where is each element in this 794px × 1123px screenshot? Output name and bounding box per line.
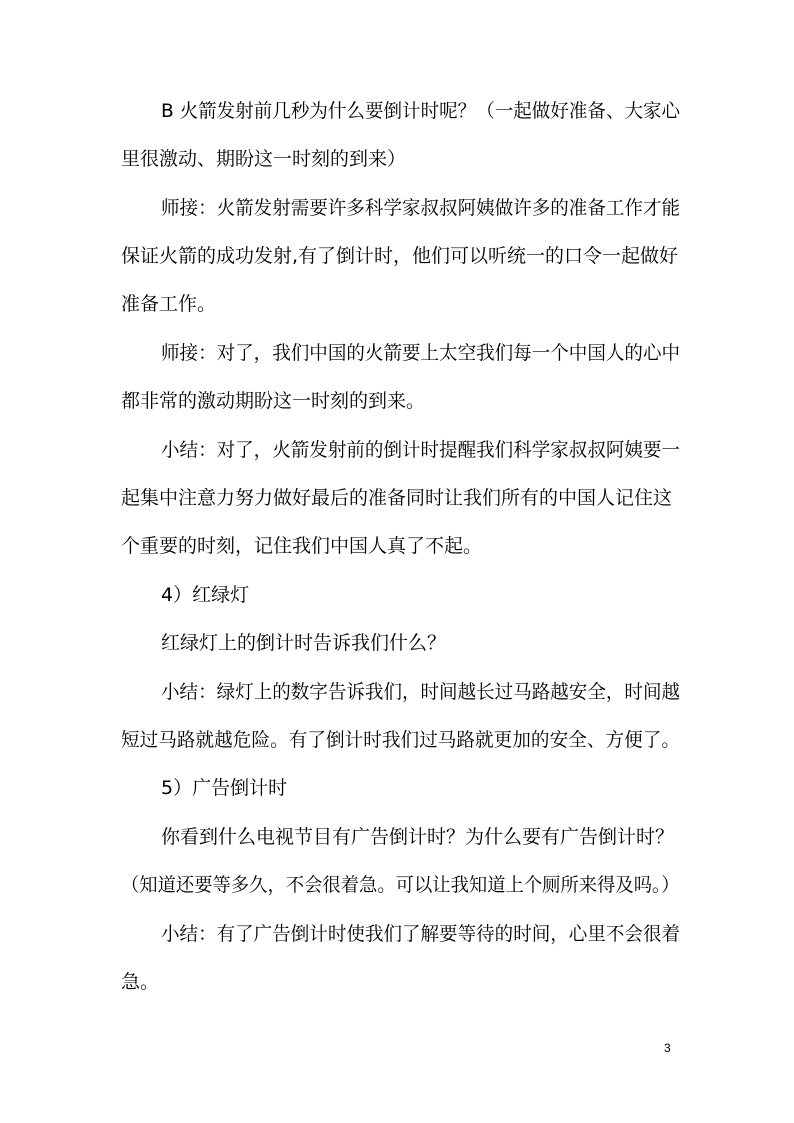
paragraph-line: B 火箭发射前几秒为什么要倒计时呢？（一起做好准备、大家心	[161, 100, 681, 122]
paragraph-line: 急。	[121, 971, 160, 993]
paragraph-line: 师接：对了，我们中国的火箭要上太空我们每一个中国人的心中	[161, 342, 681, 364]
paragraph-line: 小结：绿灯上的数字告诉我们，时间越长过马路越安全，时间越	[161, 681, 681, 703]
section-heading: 5）广告倒计时	[161, 777, 288, 799]
paragraph-line: 准备工作。	[121, 293, 217, 315]
paragraph-line: 短过马路就越危险。有了倒计时我们过马路就更加的安全、方便了。	[121, 729, 681, 751]
section-heading: 4）红绿灯	[161, 584, 250, 606]
paragraph-line: 小结：有了广告倒计时使我们了解要等待的时间，心里不会很着	[161, 923, 681, 945]
page-number: 3	[664, 1041, 671, 1055]
paragraph-line: 师接：火箭发射需要许多科学家叔叔阿姨做许多的准备工作才能	[161, 197, 681, 219]
paragraph-line: 小结：对了，火箭发射前的倒计时提醒我们科学家叔叔阿姨要一	[161, 439, 681, 461]
paragraph-line: 里很激动、期盼这一时刻的到来）	[121, 148, 407, 170]
paragraph-line: 红绿灯上的倒计时告诉我们什么？	[161, 632, 447, 654]
paragraph-line: （知道还要等多久，不会很着急。可以让我知道上个厕所来得及吗。）	[121, 874, 680, 896]
paragraph-line: 保证火箭的成功发射,有了倒计时，他们可以听统一的口令一起做好	[121, 245, 679, 267]
paragraph-line: 个重要的时刻，记住我们中国人真了不起。	[121, 535, 483, 557]
paragraph-line: 都非常的激动期盼这一时刻的到来。	[121, 390, 426, 412]
paragraph-line: 起集中注意力努力做好最后的准备同时让我们所有的中国人记住这	[121, 487, 673, 509]
paragraph-line: 你看到什么电视节目有广告倒计时？为什么要有广告倒计时？	[161, 826, 675, 848]
